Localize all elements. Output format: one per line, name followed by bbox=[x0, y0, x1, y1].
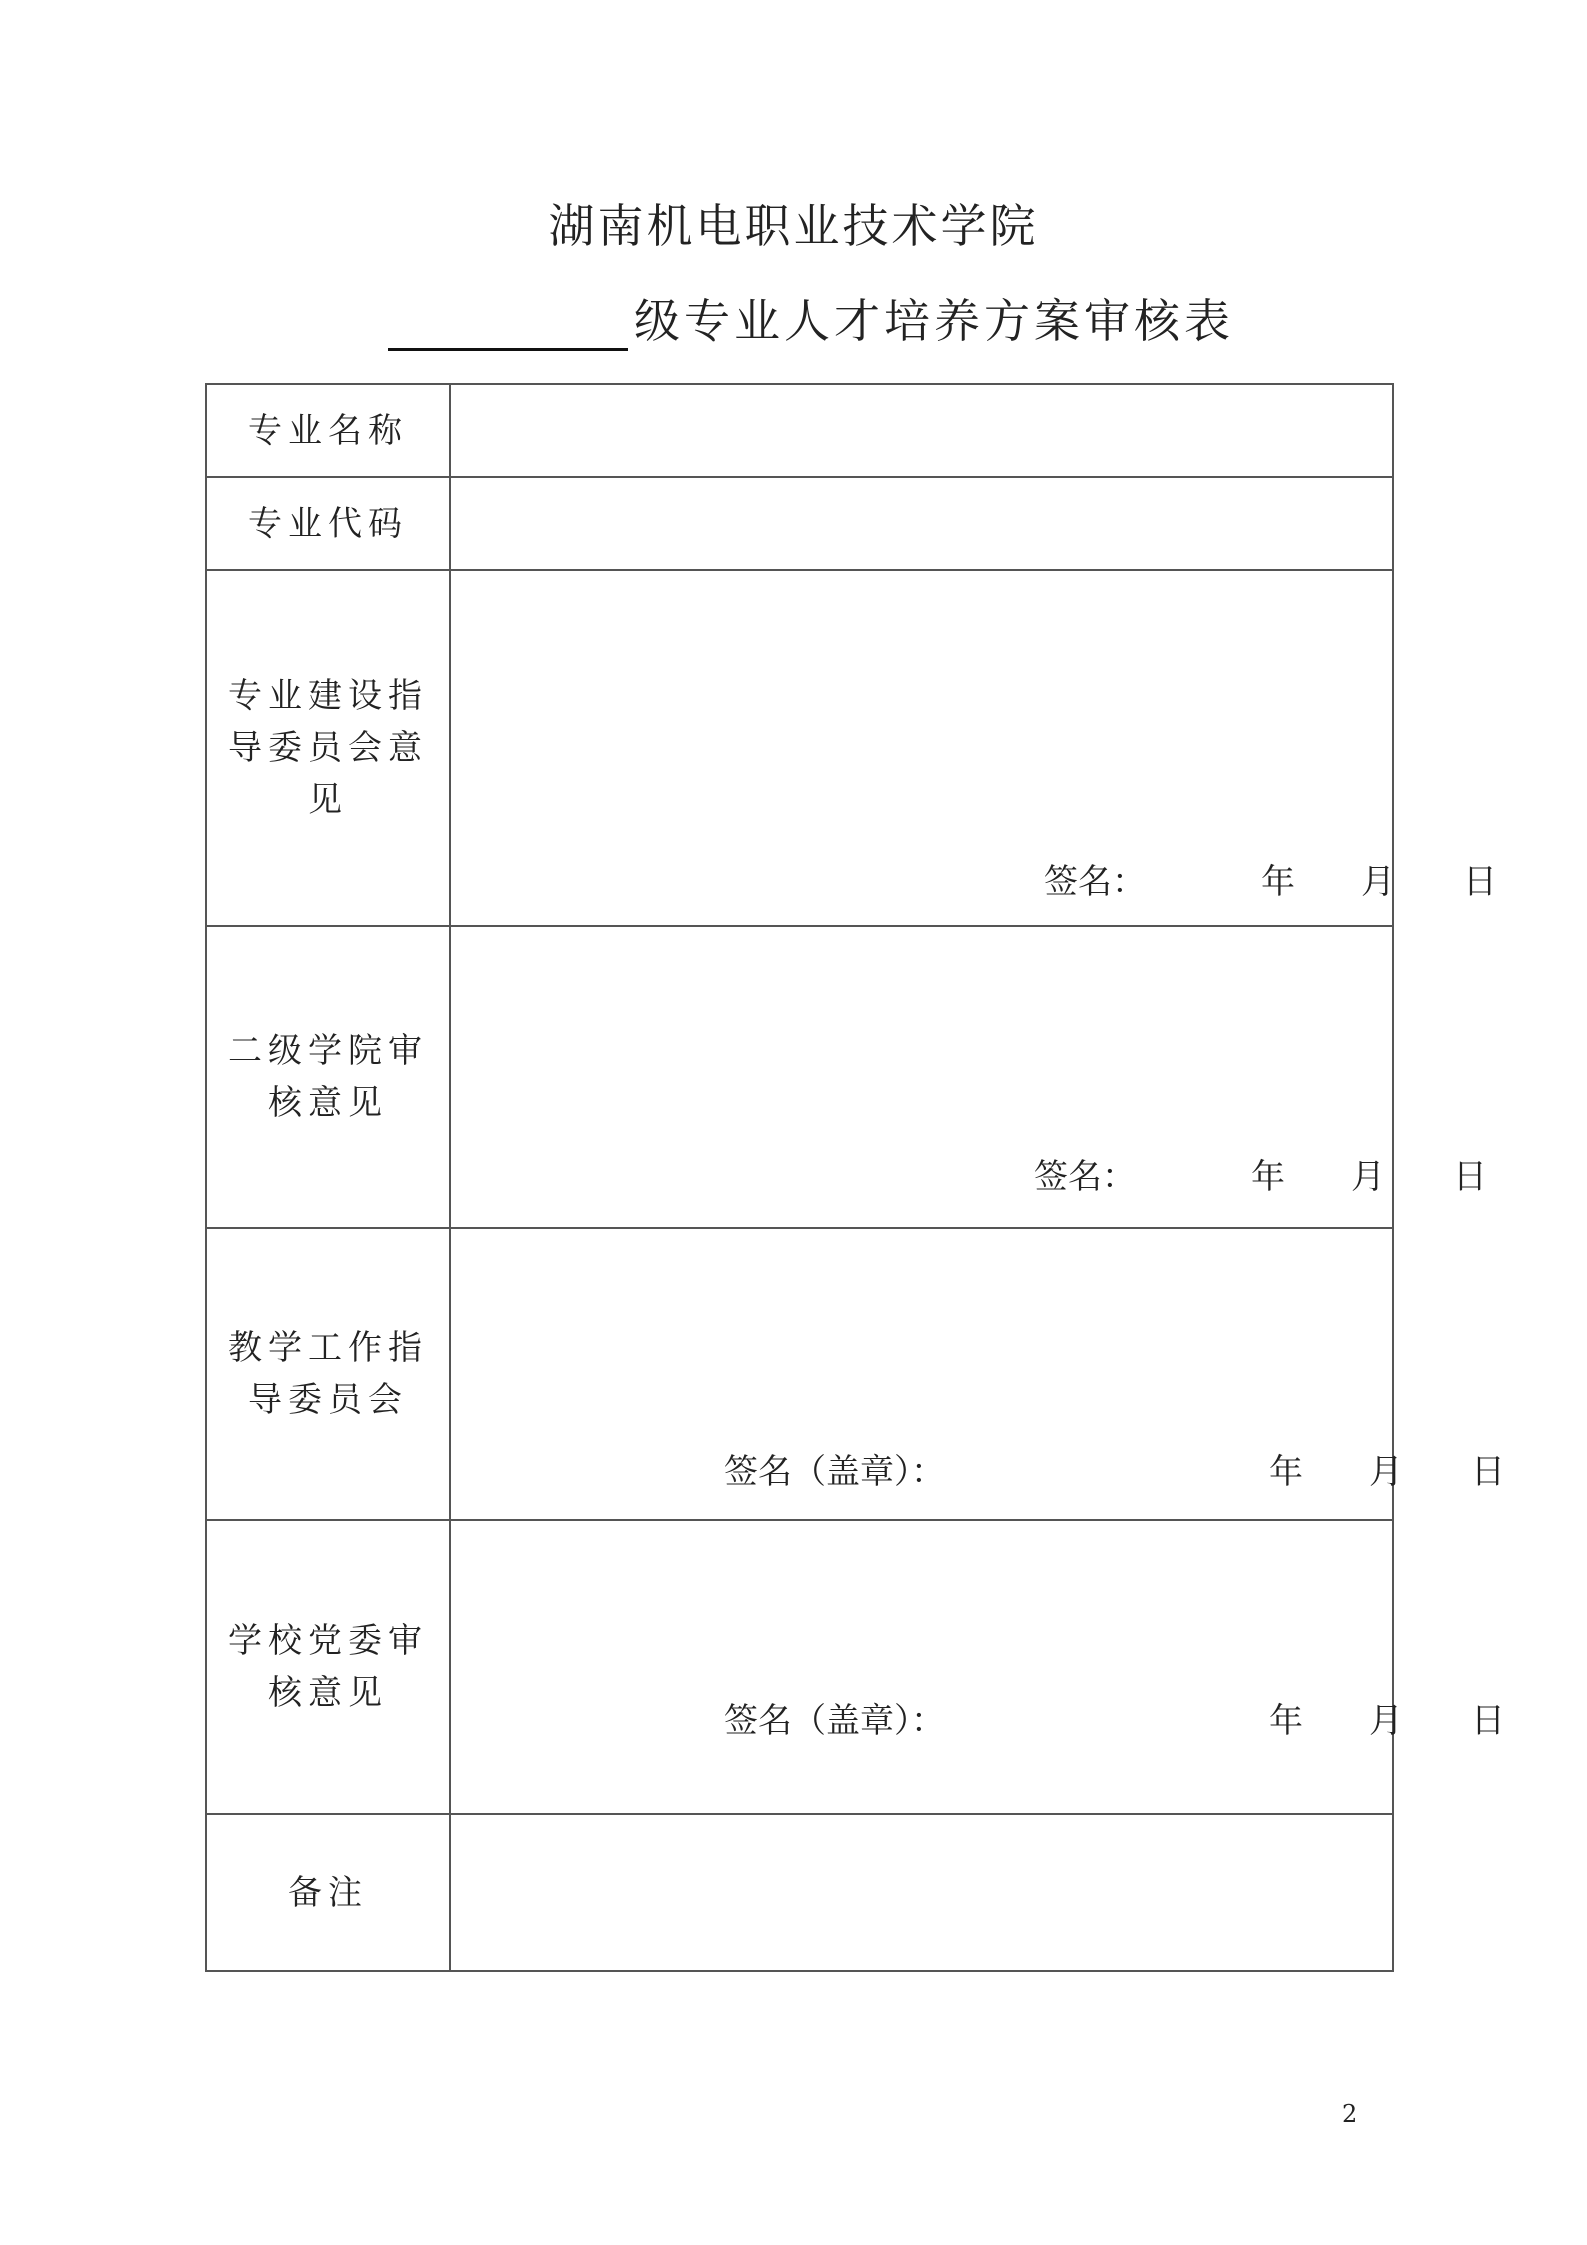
remarks-label: 备注 bbox=[206, 1814, 450, 1971]
remarks-field[interactable] bbox=[450, 1814, 1393, 1971]
steering-month-label: 月 bbox=[1361, 862, 1395, 902]
steering-year-label: 年 bbox=[1261, 862, 1295, 902]
college-review-opinion-field[interactable] bbox=[450, 926, 1487, 1228]
college-day-label: 日 bbox=[1453, 1157, 1487, 1197]
review-form-table bbox=[205, 383, 1505, 1972]
steering-committee-label: 专业建设指导委员会意见 bbox=[206, 570, 450, 926]
college-review-label: 二级学院审核意见 bbox=[206, 926, 450, 1228]
college-sign-label: 签名： bbox=[1034, 1157, 1136, 1197]
college-month-label: 月 bbox=[1351, 1157, 1385, 1197]
teaching-committee-opinion-field[interactable] bbox=[450, 1228, 1505, 1520]
steering-committee-opinion-field[interactable] bbox=[450, 570, 1497, 926]
party-day-label: 日 bbox=[1471, 1701, 1505, 1741]
college-year-label: 年 bbox=[1251, 1157, 1285, 1197]
row-college-review bbox=[206, 926, 1393, 1228]
row-major-code bbox=[206, 477, 1393, 570]
teaching-month-label: 月 bbox=[1369, 1452, 1403, 1492]
grade-blank[interactable] bbox=[388, 302, 628, 351]
row-steering-committee bbox=[206, 570, 1393, 926]
party-year-label: 年 bbox=[1269, 1701, 1303, 1741]
row-party-committee bbox=[206, 1520, 1393, 1814]
major-name-field[interactable] bbox=[450, 384, 1393, 477]
party-sign-label: 签名（盖章）： bbox=[724, 1701, 945, 1741]
party-month-label: 月 bbox=[1369, 1701, 1403, 1741]
form-title bbox=[388, 285, 1234, 351]
teaching-day-label: 日 bbox=[1471, 1452, 1505, 1492]
teaching-year-label: 年 bbox=[1269, 1452, 1303, 1492]
row-remarks bbox=[206, 1814, 1393, 1971]
teaching-sign-label: 签名（盖章）： bbox=[724, 1452, 945, 1492]
row-major-name bbox=[206, 384, 1393, 477]
steering-day-label: 日 bbox=[1463, 862, 1497, 902]
page-number: 2 bbox=[1342, 2100, 1358, 2128]
party-committee-label: 学校党委审核意见 bbox=[206, 1520, 450, 1814]
teaching-committee-label: 教学工作指导委员会 bbox=[206, 1228, 450, 1520]
major-code-field[interactable] bbox=[450, 477, 1393, 570]
major-name-label: 专业名称 bbox=[206, 384, 450, 477]
party-committee-opinion-field[interactable] bbox=[450, 1520, 1505, 1814]
form-title-text: 级专业人才培养方案审核表 bbox=[634, 294, 1234, 348]
major-code-label: 专业代码 bbox=[206, 477, 450, 570]
row-teaching-committee bbox=[206, 1228, 1393, 1520]
steering-sign-label: 签名： bbox=[1044, 862, 1146, 902]
institution-title: 湖南机电职业技术学院 bbox=[548, 199, 1039, 253]
